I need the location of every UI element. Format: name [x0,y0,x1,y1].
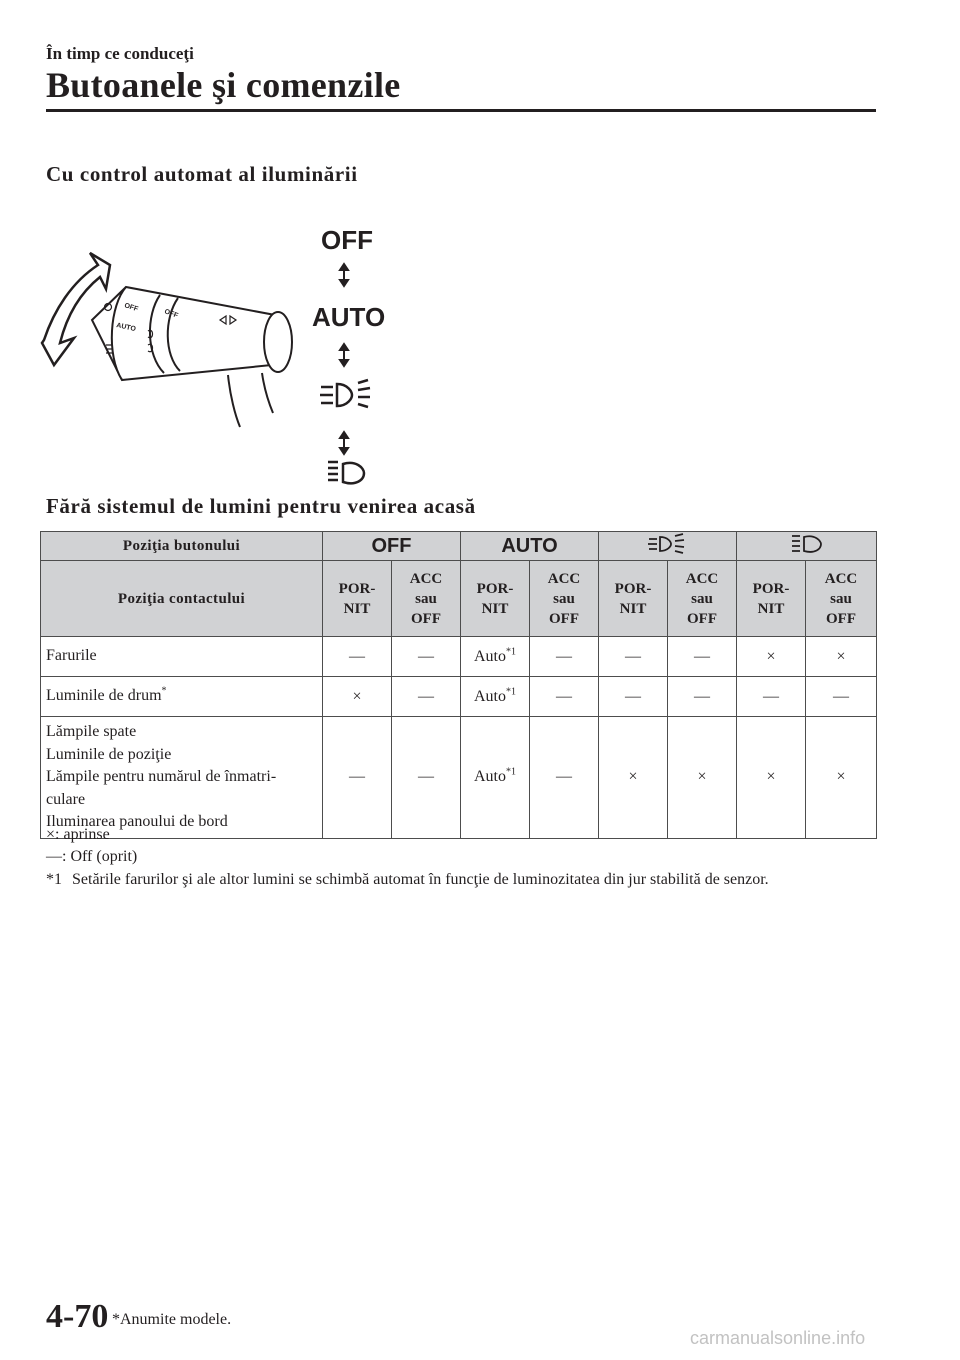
table-cell: — [668,637,737,677]
running-head: În timp ce conduceţi [46,44,194,63]
table-cell: — [392,637,461,677]
low-beam-headlight-icon [647,533,689,555]
footer-footnote: *Anumite modele. [112,1311,232,1328]
knob-label-off-inner: OFF [163,308,179,320]
table-cell: × [737,717,806,839]
switch-low-beam-header [599,532,737,561]
rotation-arrow [42,253,110,365]
ignition-position-row [41,561,877,637]
legend-off: —: Off (oprit) [46,848,138,865]
ignition-state: ACC sau OFF [668,561,737,637]
page-number: 4-70 [46,1298,109,1335]
table-cell-auto: Auto$^{*1}$ [461,717,530,839]
table-cell: — [806,677,877,717]
switch-stalk [92,287,292,427]
table-cell: — [737,677,806,717]
table-cell-auto: Auto$^{*1}$ [461,677,530,717]
table-row [41,717,877,839]
switch-off-header: OFF [323,532,461,561]
table-cell: — [599,677,668,717]
ignition-state: POR- NIT [737,561,806,637]
lights-operation-table [40,531,877,839]
ignition-state: ACC sau OFF [392,561,461,637]
light-switch-illustration [40,215,400,490]
watermark: carmanualsonline.info [690,1328,866,1348]
table-cell: — [323,637,392,677]
table-cell: — [530,637,599,677]
position-label-auto: AUTO [312,302,386,332]
knob-label-auto: AUTO [115,322,137,334]
knob-label-off: OFF [123,302,139,314]
lamp-name: Farurile [41,637,323,677]
table-cell: × [323,677,392,717]
ignition-state: POR- NIT [599,561,668,637]
parking-light-icon [790,533,824,555]
switch-position-row [41,532,877,561]
lamp-name: Luminile de drum* [41,677,323,717]
table-cell: × [737,637,806,677]
switch-parking-header [737,532,877,561]
parking-light-icon [328,462,364,483]
chapter-title: Butoanele şi comenzile [46,65,401,105]
ignition-state: POR- NIT [461,561,530,637]
table-cell: × [806,717,877,839]
table-cell: — [392,717,461,839]
section-heading-no-home-lights: Fără sistemul de lumini pentru venirea acasă [46,494,476,518]
table-cell: — [392,677,461,717]
position-arrow-3 [340,432,348,454]
table-cell: — [599,637,668,677]
position-arrow-2 [340,344,348,366]
legend-footnote [46,871,769,889]
switch-position-header: Poziţia butonului [41,532,323,561]
table-row [41,677,877,717]
table-cell: — [668,677,737,717]
low-beam-headlight-icon [320,380,370,407]
table-cell: × [599,717,668,839]
table-cell-auto: Auto$^{*1}$ [461,637,530,677]
ignition-state: POR- NIT [323,561,392,637]
ignition-state: ACC sau OFF [530,561,599,637]
table-cell: — [530,717,599,839]
footnote-text: Setările farurilor şi ale altor lumini se schimbă automat în funcţie de luminozitatea din jur stabilită de senzor. [72,871,769,888]
position-arrow-1 [340,264,348,286]
footnote-number: *1 [46,871,62,888]
table-cell: — [530,677,599,717]
title-rule [46,109,876,112]
ignition-position-header: Poziţia contactului [41,561,323,637]
table-cell: × [806,637,877,677]
legend-on: ×: aprinse [46,826,110,843]
section-heading-auto: Cu control automat al iluminării [46,162,358,186]
ignition-state: ACC sau OFF [806,561,877,637]
table-row [41,637,877,677]
position-label-off: OFF [321,225,373,255]
table-cell: — [323,717,392,839]
lamp-names: Lămpile spate Luminile de poziţie Lămpile pentru numărul de înmatri- culare Iluminarea panoului de bord [41,717,323,839]
switch-auto-header: AUTO [461,532,599,561]
table-cell: × [668,717,737,839]
